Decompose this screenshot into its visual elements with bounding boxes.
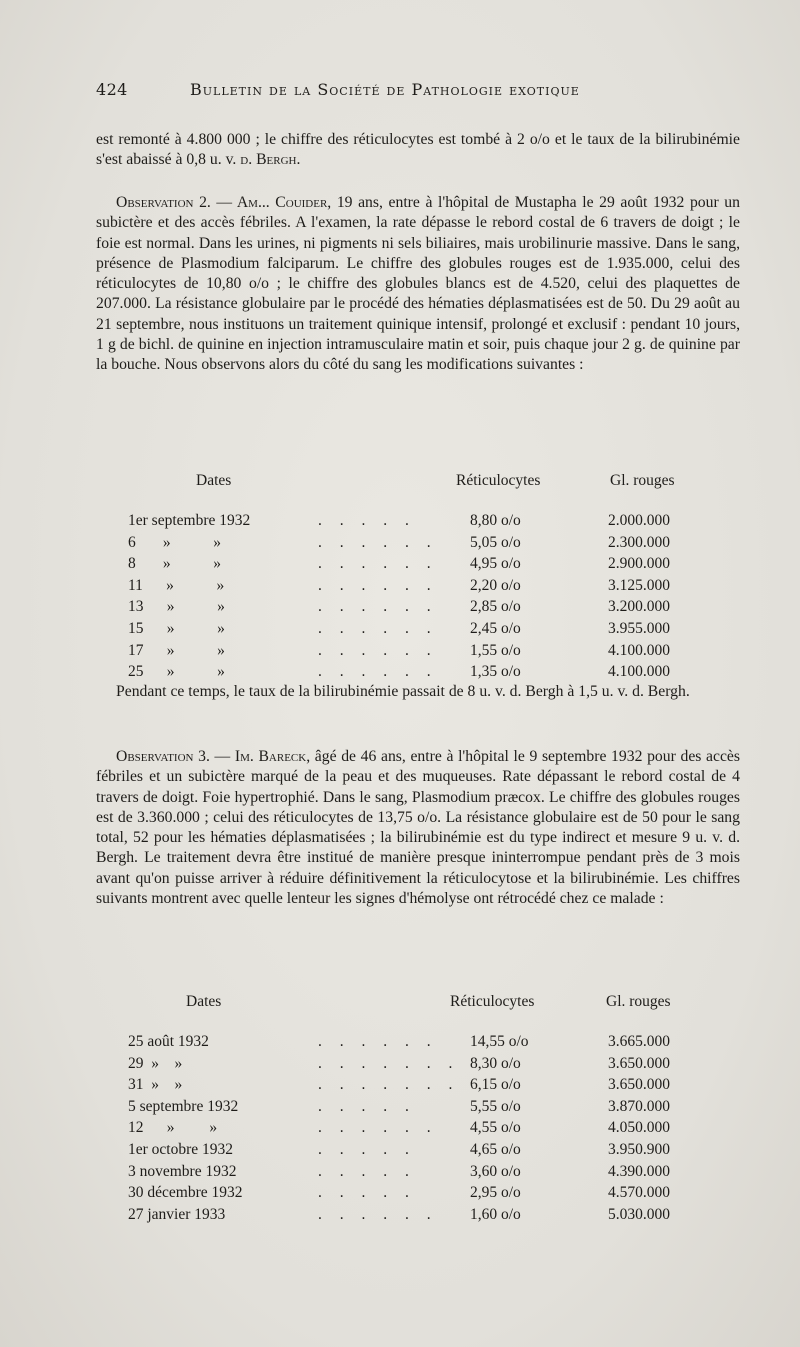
table-row xyxy=(128,620,708,642)
cell-date: 29 » » xyxy=(128,1054,183,1072)
cell-gl-rouges: 4.570.000 xyxy=(608,1184,670,1202)
cell-reticulocytes: 2,45 o/o xyxy=(470,619,521,637)
table-row xyxy=(128,642,708,664)
observation-2-text: 19 ans, entre à l'hôpital de Mustapha le 29 août 1932 pour un subictère et des accès fébriles. A l'examen, la rate dépasse le rebord costal de 6 travers de doigt ; le foie est normal. Dans les urines, ni pigments ni sels biliaires, mais urobilinurie massive. Dans le sang, présence de Plasmodium falciparum. Le chiffre des globules rouges est de 1.935.000, celui des réticulocytes de 10,80 o/o ; le chiffre des globules blancs est de 4.520, celui des plaquettes de 207.000. La résistance globulaire par le procédé des hématies déplasmatisées est de 50. Du 29 août au 21 septembre, nous instituons un traitement quinique intensif, prolongé et exclusif : pendant 10 jours, 1 g de bichl. de quinine en injection intramusculaire matin et soir, puis chaque jour 2 g. de quinine par la bouche. Nous observons alors du côté du sang les modifications suivantes : xyxy=(96,194,740,374)
cell-dot-leader: . . . . . . . xyxy=(318,1054,460,1072)
cell-gl-rouges: 3.125.000 xyxy=(608,576,670,594)
cell-reticulocytes: 2,20 o/o xyxy=(470,576,521,594)
observation-2-heading: Observation 2. — Am... Couider, xyxy=(116,194,332,211)
cell-date: 30 décembre 1932 xyxy=(128,1184,243,1202)
cell-date: 3 novembre 1932 xyxy=(128,1162,237,1180)
observation-2-after-text: Pendant ce temps, le taux de la bilirubinémie passait de 8 u. v. d. Bergh à 1,5 u. v. d. Bergh. xyxy=(116,683,690,700)
cell-dot-leader: . . . . . . xyxy=(318,598,438,616)
cell-date: 13 » » xyxy=(128,598,225,616)
cell-gl-rouges: 4.390.000 xyxy=(608,1162,670,1180)
cell-date: 12 » » xyxy=(128,1119,218,1137)
cell-date: 31 » » xyxy=(128,1076,183,1094)
cell-gl-rouges: 3.650.000 xyxy=(608,1054,670,1072)
cell-date: 25 août 1932 xyxy=(128,1033,209,1050)
table-row xyxy=(128,598,708,620)
page-number: 424 xyxy=(96,80,128,99)
table-row xyxy=(128,512,708,534)
table-row xyxy=(128,534,708,556)
cell-reticulocytes: 2,95 o/o xyxy=(470,1184,521,1202)
cell-reticulocytes: 5,05 o/o xyxy=(470,533,521,551)
cell-reticulocytes: 8,80 o/o xyxy=(470,512,521,529)
cell-dot-leader: . . . . . . xyxy=(318,1205,438,1223)
observation-2-after-paragraph xyxy=(96,682,740,702)
cell-dot-leader: . . . . . . xyxy=(318,555,438,573)
cell-date: 15 » » xyxy=(128,619,225,637)
cell-reticulocytes: 4,95 o/o xyxy=(470,555,521,573)
cell-dot-leader: . . . . . xyxy=(318,1184,416,1202)
table-row xyxy=(128,1184,708,1206)
table-body xyxy=(128,512,708,685)
cell-reticulocytes: 3,60 o/o xyxy=(470,1162,521,1180)
cell-dot-leader: . . . . . . xyxy=(318,663,438,681)
cell-date: 5 septembre 1932 xyxy=(128,1097,239,1115)
cell-reticulocytes: 1,60 o/o xyxy=(470,1205,521,1223)
cell-gl-rouges: 3.955.000 xyxy=(608,619,670,637)
running-title: Bulletin de la Société de Pathologie exotique xyxy=(190,80,580,99)
cell-gl-rouges: 3.665.000 xyxy=(608,1033,670,1050)
table-body xyxy=(128,1033,708,1227)
cell-dot-leader: . . . . . . xyxy=(318,641,438,659)
table-row xyxy=(128,577,708,599)
cell-gl-rouges: 3.950.900 xyxy=(608,1140,670,1158)
cell-reticulocytes: 2,85 o/o xyxy=(470,598,521,616)
cell-dot-leader: . . . . . . xyxy=(318,619,438,637)
table-row xyxy=(128,1163,708,1185)
cell-dot-leader: . . . . . . xyxy=(318,533,438,551)
table-row xyxy=(128,1206,708,1228)
cell-dot-leader: . . . . . xyxy=(318,1097,416,1115)
cell-gl-rouges: 5.030.000 xyxy=(608,1205,670,1223)
header-dates: Dates xyxy=(196,472,232,489)
cell-reticulocytes: 5,55 o/o xyxy=(470,1097,521,1115)
header-gl-rouges: Gl. rouges xyxy=(610,472,675,489)
cell-date: 1er septembre 1932 xyxy=(128,512,251,529)
header-reticulocytes: Réticulocytes xyxy=(456,472,541,489)
table-row xyxy=(128,555,708,577)
observation-2-paragraph xyxy=(96,193,740,376)
table-row xyxy=(128,1141,708,1163)
table-row xyxy=(128,1098,708,1120)
cell-reticulocytes: 8,30 o/o xyxy=(470,1054,521,1072)
cell-reticulocytes: 1,55 o/o xyxy=(470,641,521,659)
cell-dot-leader: . . . . . . xyxy=(318,576,438,594)
table-row xyxy=(128,1055,708,1077)
observation-2-table xyxy=(128,472,708,685)
cell-reticulocytes: 14,55 o/o xyxy=(470,1033,529,1050)
cell-gl-rouges: 4.100.000 xyxy=(608,641,670,659)
cell-date: 11 » » xyxy=(128,576,225,594)
observation-3-paragraph xyxy=(96,747,740,909)
cell-dot-leader: . . . . . xyxy=(318,1140,416,1158)
cell-gl-rouges: 4.050.000 xyxy=(608,1119,670,1137)
cell-gl-rouges: 3.200.000 xyxy=(608,598,670,616)
cell-date: 8 » » xyxy=(128,555,221,573)
intro-paragraph xyxy=(96,130,740,171)
table-row xyxy=(128,1033,708,1055)
observation-3-heading: Observation 3. — Im. Bareck, xyxy=(116,748,311,765)
header-dates: Dates xyxy=(186,993,222,1010)
intro-text-sc: d. Bergh. xyxy=(240,151,301,169)
cell-date: 1er octobre 1932 xyxy=(128,1140,234,1158)
cell-dot-leader: . . . . . xyxy=(318,512,416,529)
cell-gl-rouges: 2.300.000 xyxy=(608,533,670,551)
cell-reticulocytes: 4,55 o/o xyxy=(470,1119,521,1137)
header-reticulocytes: Réticulocytes xyxy=(450,993,535,1010)
cell-gl-rouges: 2.000.000 xyxy=(608,512,670,529)
cell-date: 6 » » xyxy=(128,533,221,551)
observation-3-table xyxy=(128,993,708,1227)
cell-reticulocytes: 6,15 o/o xyxy=(470,1076,521,1094)
cell-gl-rouges: 3.870.000 xyxy=(608,1097,670,1115)
cell-gl-rouges: 4.100.000 xyxy=(608,663,670,681)
cell-reticulocytes: 1,35 o/o xyxy=(470,663,521,681)
cell-dot-leader: . . . . . . xyxy=(318,1119,438,1137)
header-gl-rouges: Gl. rouges xyxy=(606,993,671,1010)
cell-reticulocytes: 4,65 o/o xyxy=(470,1140,521,1158)
cell-date: 17 » » xyxy=(128,641,225,659)
table-row xyxy=(128,1076,708,1098)
cell-gl-rouges: 3.650.000 xyxy=(608,1076,670,1094)
cell-dot-leader: . . . . . xyxy=(318,1162,416,1180)
cell-dot-leader: . . . . . . . xyxy=(318,1076,460,1094)
observation-3-text: âgé de 46 ans, entre à l'hôpital le 9 septembre 1932 pour des accès fébriles et un subictère marqué de la peau et des muqueuses. Rate dépassant le rebord costal de 4 travers de doigt. Foie hypertrophié. Dans le sang, Plasmodium præcox. Le chiffre des globules rouges est de 3.360.000 ; celui des réticulocytes de 13,75 o/o. La résistance globulaire est de 50 pour le sang total, 52 pour les hématies déplasmatisées ; la bilirubinémie est du type indirect et mesure 9 u. v. d. Bergh. Le traitement devra être institué de manière presque ininterrompue pendant près de 3 mois avant qu'on puisse arriver à réduire définitivement la réticulocytose et la bilirubinémie. Les chiffres suivants montrent avec quelle lenteur les signes d'hémolyse ont rétrocédé chez ce malade : xyxy=(96,748,740,908)
cell-date: 27 janvier 1933 xyxy=(128,1205,226,1223)
cell-date: 25 » » xyxy=(128,663,225,681)
table-row xyxy=(128,1119,708,1141)
table-header xyxy=(128,993,708,1033)
intro-text: est remonté à 4.800 000 ; le chiffre des réticulocytes est tombé à 2 o/o et le taux de la bilirubinémie s'est abaissé à 0,8 u. v. xyxy=(96,131,740,169)
cell-dot-leader: . . . . . . xyxy=(318,1033,438,1050)
cell-gl-rouges: 2.900.000 xyxy=(608,555,670,573)
table-header xyxy=(128,472,708,512)
